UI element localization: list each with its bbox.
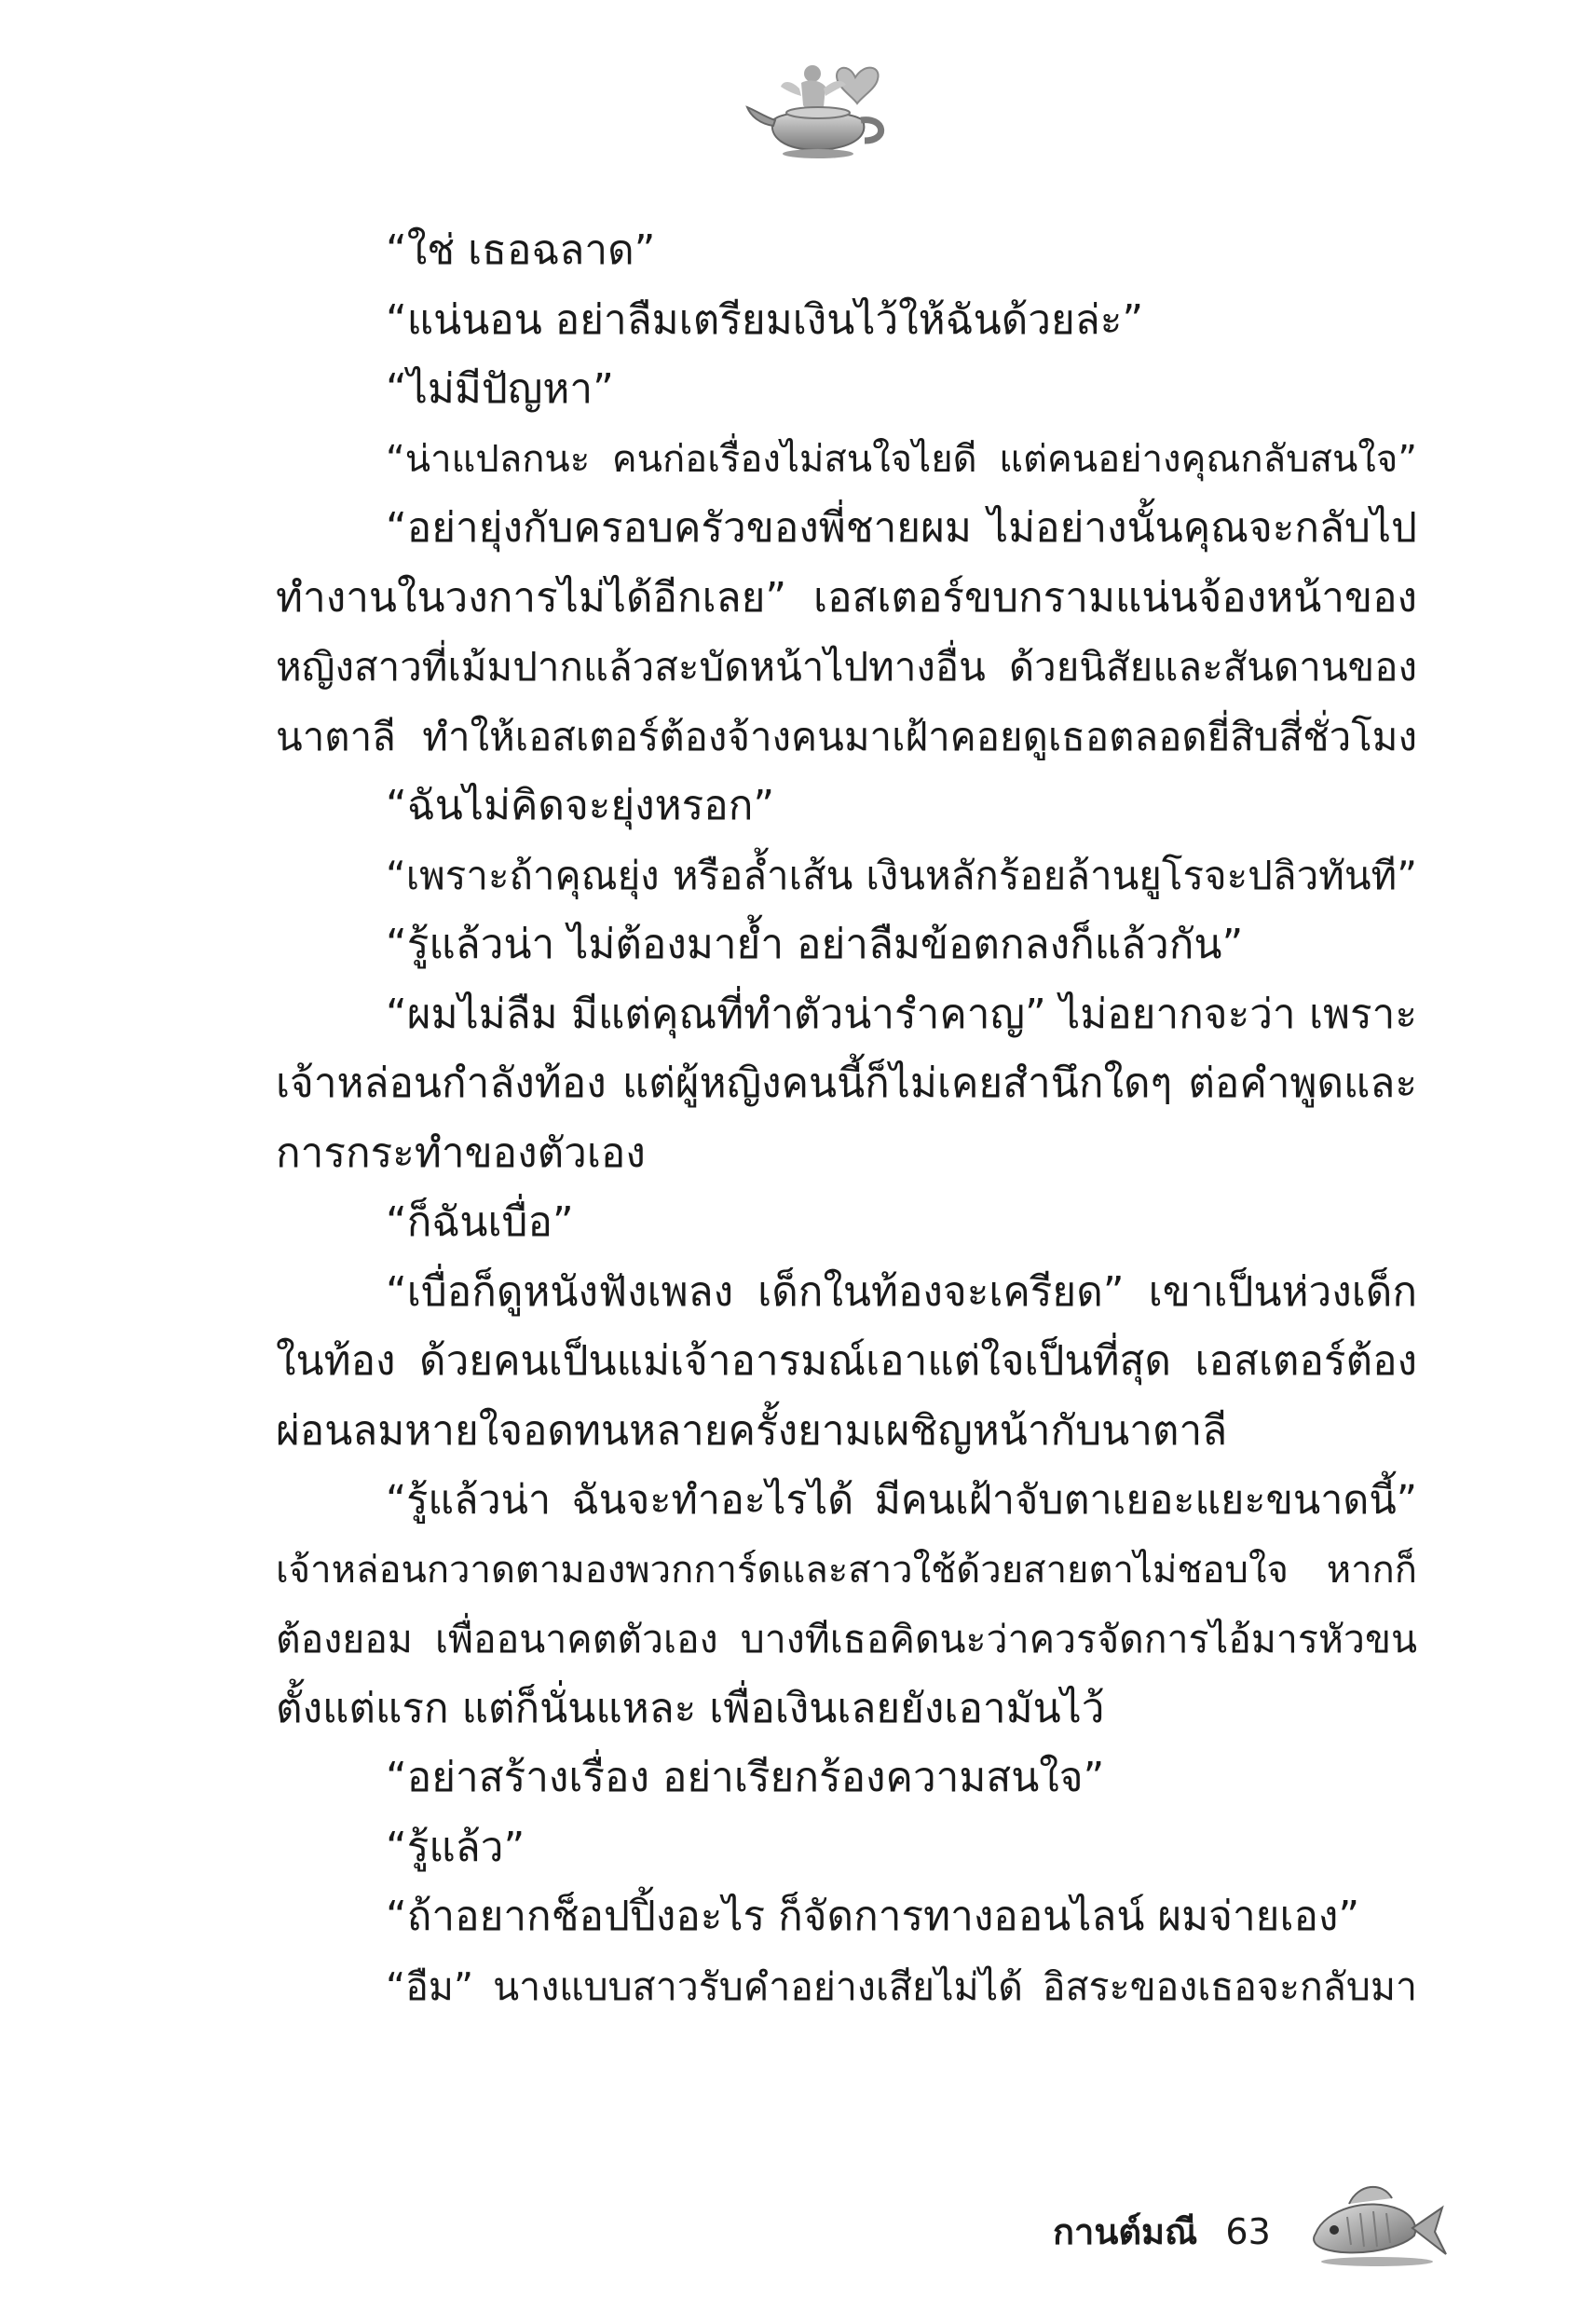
text-line: เจ้าหล่อนกำลังท้อง แต่ผู้หญิงคนนี้ก็ไม่เคยสำนึกใดๆ ต่อคำพูดและ bbox=[276, 1060, 1417, 1107]
text-line: “เพราะถ้าคุณยุ่ง หรือล้ำเส้น เงินหลักร้อยล้านยูโรจะปลิวทันที” bbox=[386, 852, 1417, 898]
text-line: “ไม่มีปัญหา” bbox=[386, 365, 614, 413]
text-line: “อย่ายุ่งกับครอบครัวของพี่ชายผม ไม่อย่างนั้นคุณจะกลับไป bbox=[386, 504, 1417, 552]
page-number: 63 bbox=[1225, 2211, 1271, 2252]
text-line: ผ่อนลมหายใจอดทนหลายครั้งยามเผชิญหน้ากับนาตาลี bbox=[276, 1406, 1228, 1455]
text-line: “ถ้าอยากช็อปปิ้งอะไร ก็จัดการทางออนไลน์ ผมจ่ายเอง” bbox=[386, 1893, 1360, 1940]
page-footer bbox=[1053, 2204, 1271, 2260]
text-line: ทำงานในวงการไม่ได้อีกเลย” เอสเตอร์ขบกรามแน่นจ้องหน้าของ bbox=[276, 573, 1417, 622]
text-line: “ก็ฉันเบื่อ” bbox=[386, 1198, 574, 1246]
text-line: “ใช่ เธอฉลาด” bbox=[386, 226, 656, 274]
text-line: “รู้แล้วน่า ไม่ต้องมาย้ำ อย่าลืมข้อตกลงก็แล้วกัน” bbox=[386, 921, 1244, 968]
text-line: “ฉันไม่คิดจะยุ่งหรอก” bbox=[386, 782, 775, 829]
text-line: ต้องยอม เพื่ออนาคตตัวเอง บางทีเธอคิดนะว่าควรจัดการไอ้มารหัวขน bbox=[276, 1617, 1417, 1661]
body-text bbox=[276, 216, 1417, 2021]
teapot-cupid-icon bbox=[745, 51, 904, 163]
text-line: การกระทำของตัวเอง bbox=[276, 1128, 646, 1177]
book-title: กานต์มณี bbox=[1053, 2211, 1198, 2252]
text-line: “น่าแปลกนะ คนก่อเรื่องไม่สนใจไยดี แต่คนอย่างคุณกลับสนใจ” bbox=[386, 437, 1417, 481]
text-line: “เบื่อก็ดูหนังฟังเพลง เด็กในท้องจะเครียด” เขาเป็นห่วงเด็ก bbox=[386, 1267, 1417, 1316]
text-line: นาตาลี ทำให้เอสเตอร์ต้องจ้างคนมาเฝ้าคอยดูเธอตลอดยี่สิบสี่ชั่วโมง bbox=[276, 713, 1417, 759]
text-line: ในท้อง ด้วยคนเป็นแม่เจ้าอารมณ์เอาแต่ใจเป็นที่สุด เอสเตอร์ต้อง bbox=[276, 1337, 1417, 1385]
text-line: หญิงสาวที่เม้มปากแล้วสะบัดหน้าไปทางอื่น ด้วยนิสัยและสันดานของ bbox=[276, 644, 1417, 690]
text-line: “ผมไม่ลืม มีแต่คุณที่ทำตัวน่ารำคาญ” ไม่อยากจะว่า เพราะ bbox=[386, 990, 1417, 1038]
text-line: เจ้าหล่อนกวาดตามองพวกการ์ดและสาวใช้ด้วยสายตาไม่ชอบใจ หากก็ bbox=[276, 1548, 1417, 1592]
text-line: ตั้งแต่แรก แต่ก็นั่นแหละ เพื่อเงินเลยยังเอามันไว้ bbox=[276, 1684, 1105, 1732]
text-line: “อย่าสร้างเรื่อง อย่าเรียกร้องความสนใจ” bbox=[386, 1754, 1105, 1801]
fish-icon bbox=[1303, 2176, 1452, 2269]
text-line: “อืม” นางแบบสาวรับคำอย่างเสียไม่ได้ อิสระของเธอจะกลับมา bbox=[386, 1963, 1417, 2009]
text-line: “รู้แล้วน่า ฉันจะทำอะไรได้ มีคนเฝ้าจับตาเยอะแยะขนาดนี้” bbox=[386, 1477, 1417, 1524]
text-line: “แน่นอน อย่าลืมเตรียมเงินไว้ให้ฉันด้วยล่ะ” bbox=[386, 295, 1144, 344]
text-line: “รู้แล้ว” bbox=[386, 1823, 525, 1871]
